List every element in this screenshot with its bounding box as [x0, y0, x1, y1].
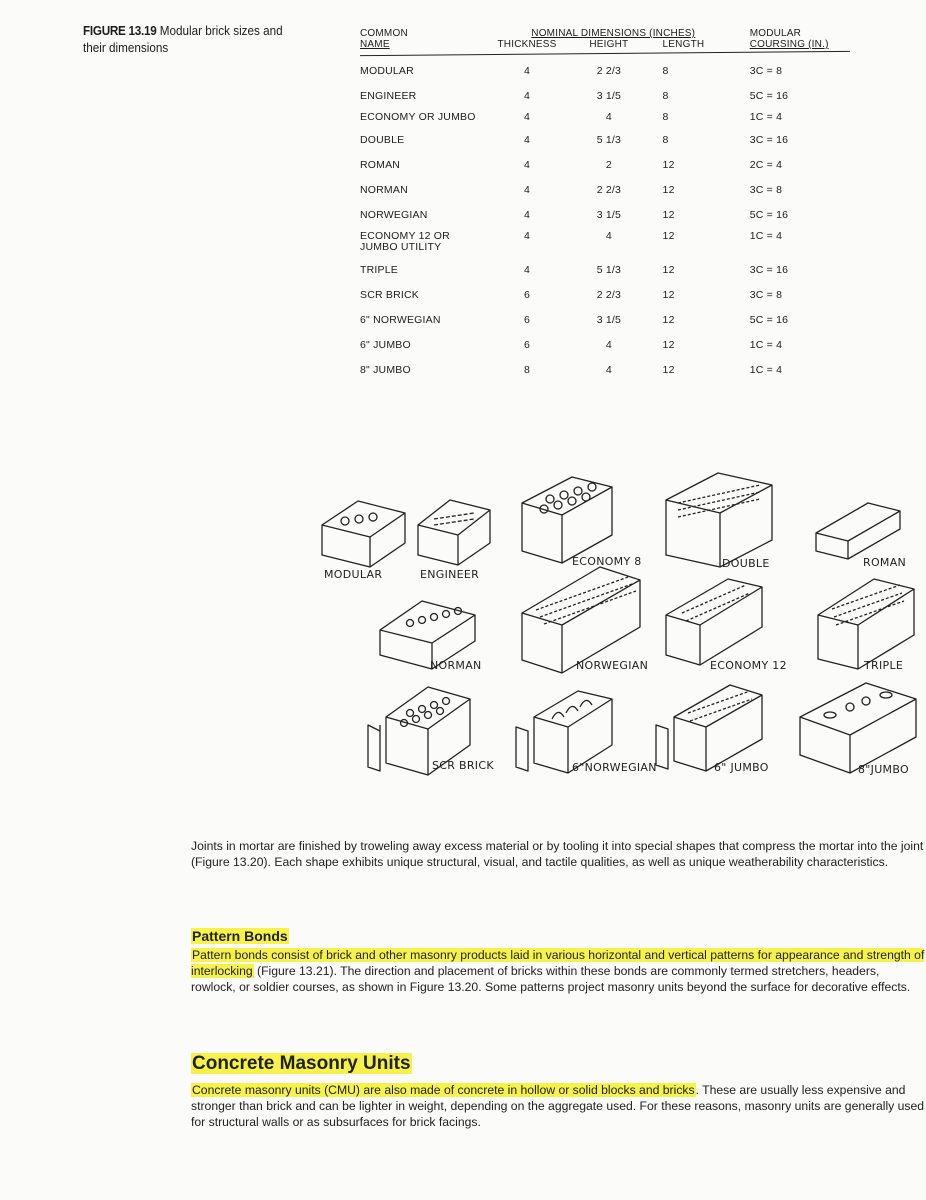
cell-coursing: 1C = 4	[749, 339, 783, 351]
cell-height: 5 1/3	[596, 134, 622, 146]
label-norwegian: NORWEGIAN	[576, 659, 649, 672]
cell-coursing: 5C = 16	[749, 209, 789, 221]
cell-coursing: 3C = 8	[749, 65, 783, 77]
table-row	[360, 221, 860, 253]
brick-sketches-svg	[310, 455, 926, 795]
cell-length: 12	[662, 184, 675, 196]
label-jumbo8: 8"JUMBO	[858, 763, 909, 776]
sketch-jumbo8	[800, 683, 916, 773]
cmu-highlighted-text: Concrete masonry units (CMU) are also made of concrete in hollow or solid blocks and bricks	[192, 1083, 695, 1097]
cell-height: 5 1/3	[596, 264, 622, 276]
header-modular: MODULAR	[749, 28, 802, 39]
label-norman: NORMAN	[430, 659, 482, 672]
cell-height: 2 2/3	[596, 184, 622, 196]
label-modular: MODULAR	[324, 568, 383, 581]
figure-label: FIGURE 13.19	[83, 23, 157, 38]
table-row	[360, 253, 860, 276]
cell-thickness: 4	[523, 184, 531, 196]
cell-name: DOUBLE	[360, 134, 405, 146]
cell-name: NORMAN	[360, 184, 408, 196]
section-pattern-bonds	[191, 928, 926, 995]
header-height: HEIGHT	[589, 39, 629, 50]
cell-name: MODULAR	[360, 65, 414, 77]
cell-length: 8	[662, 134, 669, 146]
cmu-rest-text: . These are usually less expensive and stronger than brick and can be lighter in weight, depending on the aggregate used. For these reasons, masonry units are generally used for structural walls or as subsurfaces for brick facings.	[191, 1083, 925, 1129]
cell-coursing: 1C = 4	[749, 111, 783, 123]
cell-thickness: 6	[523, 314, 531, 326]
sketch-double	[666, 473, 772, 567]
sketch-economy8	[522, 477, 612, 563]
cell-thickness: 4	[523, 209, 531, 221]
label-scr: SCR BRICK	[432, 759, 494, 772]
pattern-rest-text: (Figure 13.21). The direction and placement of bricks within these bonds are commonly termed stretchers, headers, rowlock, or soldier courses, as shown in Figure 13.20. Some patterns project masonry units beyond the surface for decorative effects.	[191, 964, 911, 994]
cell-coursing: 1C = 4	[749, 230, 783, 242]
cell-thickness: 6	[523, 289, 531, 301]
cell-length: 8	[662, 90, 669, 102]
table-row	[360, 326, 860, 351]
header-common: COMMON	[360, 28, 408, 39]
cell-thickness: 4	[523, 264, 531, 276]
cell-thickness: 4	[523, 90, 531, 102]
cell-coursing: 3C = 8	[749, 289, 783, 301]
table-row	[360, 301, 860, 326]
cell-thickness: 8	[523, 364, 531, 376]
cell-height: 3 1/5	[596, 209, 622, 221]
figure-caption-text: Modular brick sizes and their dimensions	[83, 23, 283, 55]
cell-length: 12	[662, 230, 675, 242]
header-thickness: THICKNESS	[497, 39, 557, 50]
header-name: NAME	[360, 39, 390, 50]
sketch-modular	[322, 501, 405, 567]
cell-height: 2	[605, 159, 612, 171]
cell-height: 3 1/5	[596, 90, 622, 102]
sketch-jumbo6	[656, 685, 762, 771]
cell-length: 12	[662, 289, 675, 301]
cell-name: NORWEGIAN	[360, 209, 428, 221]
label-economy12: ECONOMY 12	[710, 659, 787, 672]
cell-length: 12	[662, 159, 675, 171]
table-header-row-2	[360, 39, 860, 50]
label-jumbo6: 6" JUMBO	[714, 761, 769, 774]
cell-coursing: 5C = 16	[749, 314, 789, 326]
cell-length: 12	[662, 339, 675, 351]
cell-length: 12	[662, 209, 675, 221]
cell-coursing: 1C = 4	[749, 364, 783, 376]
cell-thickness: 4	[523, 159, 531, 171]
cell-thickness: 4	[523, 230, 531, 242]
table-row	[360, 50, 860, 77]
cell-height: 2 2/3	[596, 289, 622, 301]
sketch-engineer	[418, 500, 490, 565]
cell-name: 6" JUMBO	[360, 339, 411, 351]
figure-caption	[83, 22, 290, 56]
cell-name: ECONOMY 12 OR JUMBO UTILITY	[360, 230, 450, 253]
header-nominal: NOMINAL DIMENSIONS (INCHES)	[531, 28, 696, 39]
heading-cmu: Concrete Masonry Units	[192, 1053, 411, 1074]
cell-coursing: 3C = 16	[749, 134, 789, 146]
table-row	[360, 146, 860, 171]
cell-height: 4	[605, 339, 612, 351]
header-coursing: COURSING (IN.)	[749, 39, 829, 50]
table-row	[360, 102, 860, 123]
header-length: LENGTH	[662, 39, 705, 50]
sketch-economy12	[666, 579, 762, 665]
table-row	[360, 77, 860, 102]
heading-pattern-bonds: Pattern Bonds	[192, 928, 288, 944]
cell-name: ENGINEER	[360, 90, 417, 102]
cell-height: 3 1/5	[596, 314, 622, 326]
cell-height: 2 2/3	[596, 65, 622, 77]
brick-size-table	[360, 28, 860, 376]
table-row	[360, 171, 860, 196]
table-row	[360, 276, 860, 301]
cell-coursing: 5C = 16	[749, 90, 789, 102]
sketch-triple	[818, 579, 914, 669]
paragraph-joints: Joints in mortar are finished by troweling away excess material or by tooling it into special shapes that compress the mortar into the joint (Figure 13.20). Each shape exhibits unique structural, visual, and tactile qualities, as well as unique weatherability characteristics.	[191, 839, 924, 869]
cell-name: 6" NORWEGIAN	[360, 314, 441, 326]
cell-name: TRIPLE	[360, 264, 398, 276]
cell-name: SCR BRICK	[360, 289, 419, 301]
cell-name: ROMAN	[360, 159, 401, 171]
cell-thickness: 4	[523, 134, 531, 146]
label-triple: TRIPLE	[864, 659, 904, 672]
label-norwegian6: 6"NORWEGIAN	[572, 761, 657, 774]
cell-height: 4	[605, 364, 612, 376]
table-header-row-1	[360, 28, 860, 39]
cell-thickness: 4	[523, 65, 531, 77]
sketch-roman	[816, 503, 900, 559]
cell-length: 12	[662, 314, 675, 326]
table-row	[360, 123, 860, 146]
table-row	[360, 196, 860, 221]
cell-thickness: 6	[523, 339, 531, 351]
cell-height: 4	[605, 230, 612, 242]
pattern-highlighted-text: Pattern bonds consist of brick and other masonry products laid in various horizontal and vertical patterns for appearance and strength of interlocking	[191, 948, 925, 978]
cell-name: 8" JUMBO	[360, 364, 411, 376]
section-cmu	[191, 1053, 926, 1130]
label-roman: ROMAN	[863, 556, 907, 569]
cell-coursing: 3C = 16	[749, 264, 789, 276]
cell-length: 8	[662, 65, 669, 77]
cell-length: 8	[662, 111, 669, 123]
label-engineer: ENGINEER	[420, 568, 480, 581]
cell-coursing: 2C = 4	[749, 159, 783, 171]
cell-length: 12	[662, 264, 675, 276]
cell-height: 4	[605, 111, 612, 123]
label-economy8: ECONOMY 8	[572, 555, 642, 568]
cell-thickness: 4	[523, 111, 531, 123]
cell-length: 12	[662, 364, 675, 376]
table-row	[360, 351, 860, 376]
label-double: DOUBLE	[722, 557, 770, 570]
cell-name: ECONOMY OR JUMBO	[360, 111, 476, 123]
brick-sketches	[310, 455, 926, 795]
cell-coursing: 3C = 8	[749, 184, 783, 196]
sketch-norwegian	[522, 567, 640, 673]
